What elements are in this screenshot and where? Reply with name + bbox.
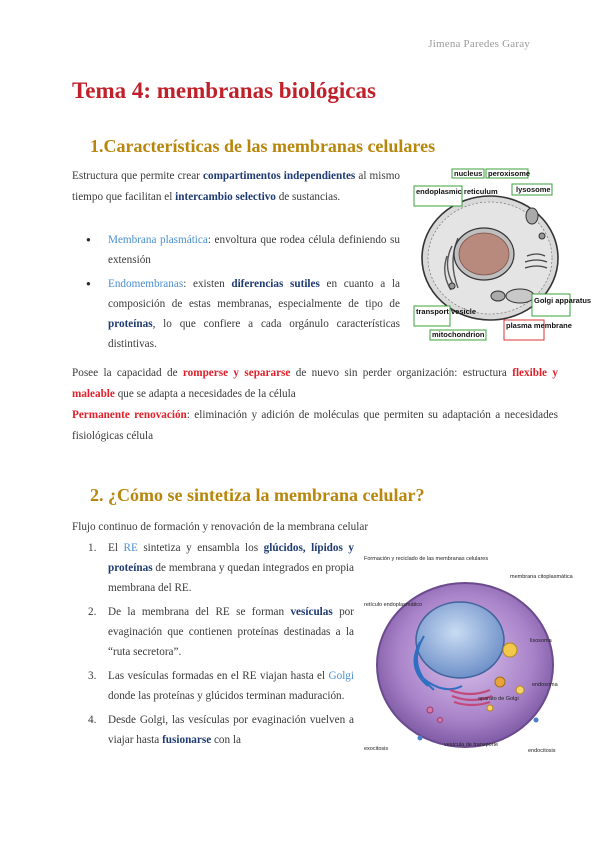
intro-bold-1: compartimentos independientes	[203, 170, 356, 182]
label-nucleus: nucleus	[454, 169, 483, 178]
label-peroxisome: peroxisome	[488, 169, 531, 178]
step-text: de membrana y quedan integrados en propia membrana del RE.	[108, 562, 354, 594]
intro-text-2: al mismo tiempo que facilitan el	[72, 170, 400, 203]
step-bold: glúcidos, lípidos y proteínas	[108, 542, 354, 574]
label-transport-vesicle: transport vesicle	[416, 307, 477, 316]
list-item	[88, 710, 354, 750]
para2-red-2: flexible y maleable	[72, 367, 558, 400]
step-text: Las vesículas formadas en el RE viajan hasta el	[108, 670, 329, 682]
step-text: De la membrana del RE se forman	[108, 606, 291, 618]
list-item	[88, 602, 354, 662]
intro-text-1: Estructura que permite crear	[72, 170, 204, 182]
para2-red-1: romperse y separarse	[182, 367, 291, 379]
para2-text-2: de nuevo sin perder organización: estructura	[290, 367, 513, 379]
bullet-term-plasmatica: Membrana plasmática	[108, 234, 208, 246]
membrane-recycling-diagram	[360, 550, 573, 760]
step-bold: fusionarse	[162, 734, 212, 746]
label-er: retículo endoplasmático	[364, 602, 423, 608]
nucleus-shape	[416, 602, 504, 678]
section-1-heading: 1.Características de las membranas celulares	[90, 136, 436, 156]
list-item	[80, 274, 400, 354]
section-1-intro	[72, 166, 400, 208]
bullet-term-endomembranas: Endomembranas	[108, 278, 184, 290]
label-plasma-membrane: plasma membrane	[506, 321, 572, 330]
list-item	[88, 666, 354, 706]
list-item	[80, 230, 400, 270]
step-text: por evaginación que contienen proteínas destinadas a la “ruta secretora”.	[108, 606, 354, 658]
step-number: 3.	[88, 670, 97, 682]
para2-text-1: Posee la capacidad de	[72, 367, 183, 379]
step-text: Desde Golgi, las vesículas por evaginación vuelven a viajar hasta	[108, 714, 354, 746]
step-text: con la	[211, 734, 241, 746]
bullet-text: : envoltura que rodea célula definiendo su extensión	[108, 234, 401, 266]
step-color-term: RE	[123, 542, 138, 554]
label-plasma-membrane: membrana citoplasmática	[510, 574, 573, 580]
intro-bold-2: intercambio selectivo	[175, 191, 276, 203]
label-mitochondrion: mitochondrion	[432, 330, 485, 339]
bullet-text: en cuanto a la composición de estas membranas, especialmente de tipo de	[108, 278, 400, 310]
label-lysosome: lysosome	[516, 185, 551, 194]
intro-text-3: de sustancias.	[275, 191, 341, 203]
label-golgi: Golgi apparatus	[534, 296, 592, 305]
section-1-para-2	[72, 363, 558, 447]
step-number: 4.	[88, 714, 97, 726]
step-text: El	[108, 542, 124, 554]
step-text: sintetiza y ensambla los	[137, 542, 264, 554]
label-golgi: aparato de Golgi	[478, 696, 519, 702]
membrane-types-list	[80, 230, 400, 358]
bullet-bold: diferencias sutiles	[231, 278, 320, 290]
figure-title: Formación y reciclado de las membranas celulares	[364, 556, 489, 562]
label-exocytosis: exocitosis	[364, 746, 389, 752]
bullet-text: , lo que confiere a cada orgánulo características distintivas.	[108, 318, 400, 350]
cell-diagram	[412, 166, 592, 342]
para2-text-3: que se adapta a necesidades de la célula	[114, 388, 296, 400]
label-lysosome: lisosoma	[530, 638, 552, 644]
section-2-heading: 2. ¿Cómo se sintetiza la membrana celular?	[90, 485, 425, 505]
para3-red-1: Permanente renovación	[72, 409, 187, 421]
author-name: Jimena Paredes Garay	[428, 38, 530, 50]
synthesis-steps-list	[88, 538, 354, 754]
step-text: donde las proteínas y glúcidos terminan maduración.	[108, 690, 345, 702]
para3-text-1: : eliminación y adición de moléculas que permiten su adaptación a necesidades fisiológicas célula	[72, 409, 558, 442]
bullet-text: : existen	[183, 278, 232, 290]
label-endocytosis: endocitosis	[528, 748, 556, 754]
page-title: Tema 4: membranas biológicas	[72, 78, 376, 103]
label-transport-vesicle: vesícula de transporte	[444, 742, 499, 748]
label-er: endoplasmic reticulum	[416, 187, 498, 196]
step-bold: vesículas	[290, 606, 333, 618]
step-number: 1.	[88, 542, 97, 554]
section-2-intro: Flujo continuo de formación y renovación de la membrana celular	[72, 521, 369, 533]
list-item	[88, 538, 354, 598]
step-color-term: Golgi	[328, 670, 354, 682]
label-endosome: endosoma	[532, 682, 558, 688]
bullet-bold: proteínas	[108, 318, 153, 330]
step-number: 2.	[88, 606, 97, 618]
